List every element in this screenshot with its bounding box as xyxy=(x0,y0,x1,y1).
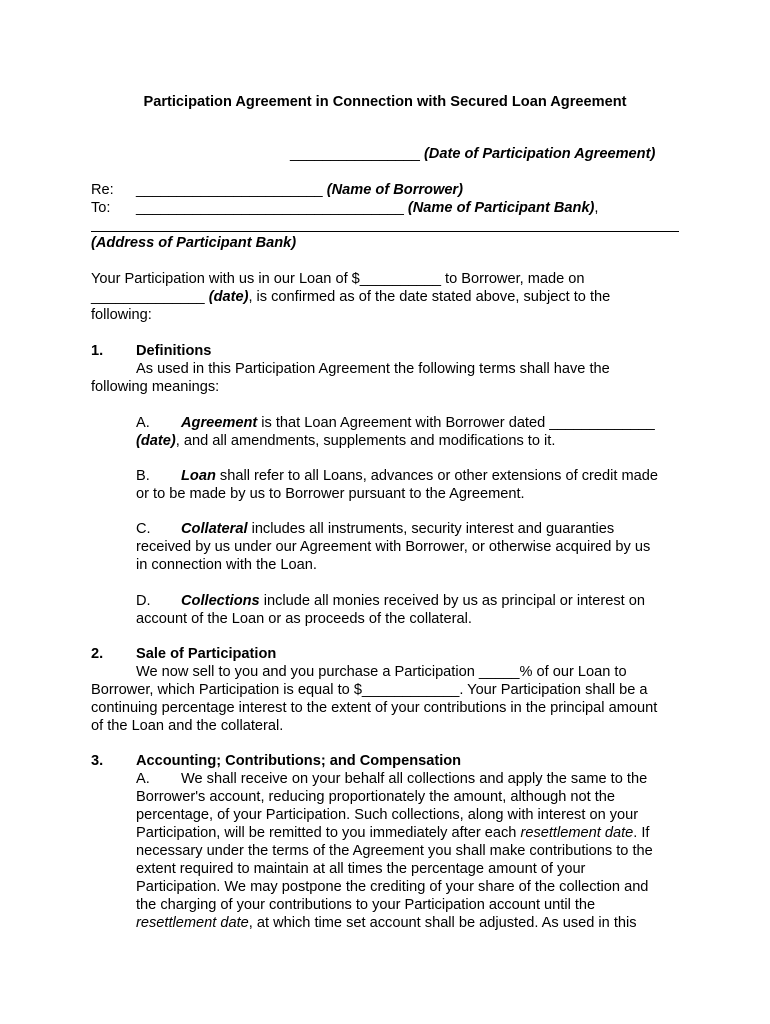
def-a-line-2 xyxy=(136,432,555,450)
section-1-number: 1. xyxy=(91,343,104,359)
section-3-number: 3. xyxy=(91,753,104,769)
def-c-letter: C. xyxy=(136,521,151,537)
section-3-line-4-a: Participation, will be remitted to you immediately after each xyxy=(136,825,521,841)
def-b-letter: B. xyxy=(136,468,150,484)
section-2-line-4: of the Loan and the collateral. xyxy=(91,718,284,734)
to-blank: _________________________________ xyxy=(136,200,404,216)
re-label: Re: xyxy=(91,182,114,198)
def-b-line-2: or to be made by us to Borrower pursuant to the Agreement. xyxy=(136,486,525,502)
def-c-text: includes all instruments, security interest and guaranties xyxy=(247,521,615,537)
bank-comma: , xyxy=(594,200,599,216)
address-rule xyxy=(91,231,679,232)
section-3-line-4-b: . If xyxy=(633,825,650,841)
def-c-term: Collateral xyxy=(181,521,248,537)
section-3-line-4 xyxy=(136,824,649,842)
def-c-line-2: received by us under our Agreement with Borrower, or otherwise acquired by us xyxy=(136,539,651,555)
def-d-term: Collections xyxy=(181,593,260,609)
re-blank: _______________________ xyxy=(136,182,323,198)
intro-line-2-rest: , is confirmed as of the date stated above, subject to the xyxy=(248,289,611,305)
def-d-line-1 xyxy=(181,592,645,610)
bank-label: (Name of Participant Bank) xyxy=(407,200,595,216)
section-1-heading: Definitions xyxy=(136,343,212,359)
document-title: Participation Agreement in Connection with Secured Loan Agreement xyxy=(143,94,627,110)
resettlement-date-term-1: resettlement date xyxy=(520,825,634,841)
intro-line-3: following: xyxy=(91,307,152,323)
resettlement-date-term-2: resettlement date xyxy=(136,915,249,931)
section-2-number: 2. xyxy=(91,646,104,662)
address-label: (Address of Participant Bank) xyxy=(91,235,297,251)
section-2-line-3: continuing percentage interest to the extent of your contributions in the principal amount xyxy=(91,700,658,716)
section-3-heading: Accounting; Contributions; and Compensation xyxy=(136,753,462,769)
def-a-term: Agreement xyxy=(181,415,258,431)
def-d-letter: D. xyxy=(136,593,151,609)
section-3-line-6: extent required to maintain at all times the percentage amount of your xyxy=(136,861,586,877)
section-3-line-9-b: , at which time set account shall be adjusted. As used in this xyxy=(248,915,637,931)
section-3-line-1: We shall receive on your behalf all collections and apply the same to the xyxy=(181,771,648,787)
intro-line-2 xyxy=(91,288,610,306)
to-label: To: xyxy=(91,200,111,216)
borrower-label: (Name of Borrower) xyxy=(326,182,463,198)
section-1-line-1: As used in this Participation Agreement the following terms shall have the xyxy=(136,361,610,377)
re-value xyxy=(136,181,463,199)
def-d-line-2: account of the Loan or as proceeds of the collateral. xyxy=(136,611,472,627)
def-b-text: shall refer to all Loans, advances or other extensions of credit made xyxy=(215,468,658,484)
section-3-line-7: Participation. We may postpone the crediting of your share of the collection and xyxy=(136,879,649,895)
section-3-line-8: the charging of your contributions to your Participation account until the xyxy=(136,897,596,913)
def-c-line-1 xyxy=(181,520,614,538)
def-b-term: Loan xyxy=(181,468,216,484)
section-3-line-3: percentage, of your Participation. Such collections, along with interest on your xyxy=(136,807,639,823)
to-value xyxy=(136,199,598,217)
intro-line-1: Your Participation with us in our Loan of $__________ to Borrower, made on xyxy=(91,271,585,287)
date-line xyxy=(290,145,655,163)
def-a-date: (date) xyxy=(136,433,176,449)
section-3-line-5: necessary under the terms of the Agreement you shall make contributions to the xyxy=(136,843,653,859)
def-a-text-2: , and all amendments, supplements and modifications to it. xyxy=(175,433,556,449)
section-2-heading: Sale of Participation xyxy=(136,646,277,662)
intro-date-label: (date) xyxy=(208,289,249,305)
section-2-line-2: Borrower, which Participation is equal to $____________. Your Participation shall be a xyxy=(91,682,648,698)
def-a-line-1 xyxy=(181,414,655,432)
def-a-letter: A. xyxy=(136,415,150,431)
section-3-a-letter: A. xyxy=(136,771,150,787)
intro-date-blank: ______________ xyxy=(91,289,205,305)
date-blank: ________________ xyxy=(290,146,420,162)
date-label: (Date of Participation Agreement) xyxy=(423,146,656,162)
def-d-text: include all monies received by us as principal or interest on xyxy=(259,593,645,609)
section-2-line-1: We now sell to you and you purchase a Participation _____% of our Loan to xyxy=(136,664,627,680)
def-b-line-1 xyxy=(181,467,658,485)
section-3-line-9 xyxy=(136,914,637,932)
section-1-line-2: following meanings: xyxy=(91,379,220,395)
def-a-text: is that Loan Agreement with Borrower dated _____________ xyxy=(257,415,655,431)
section-3-line-2: Borrower's account, reducing proportionately the amount, although not the xyxy=(136,789,615,805)
def-c-line-3: in connection with the Loan. xyxy=(136,557,317,573)
